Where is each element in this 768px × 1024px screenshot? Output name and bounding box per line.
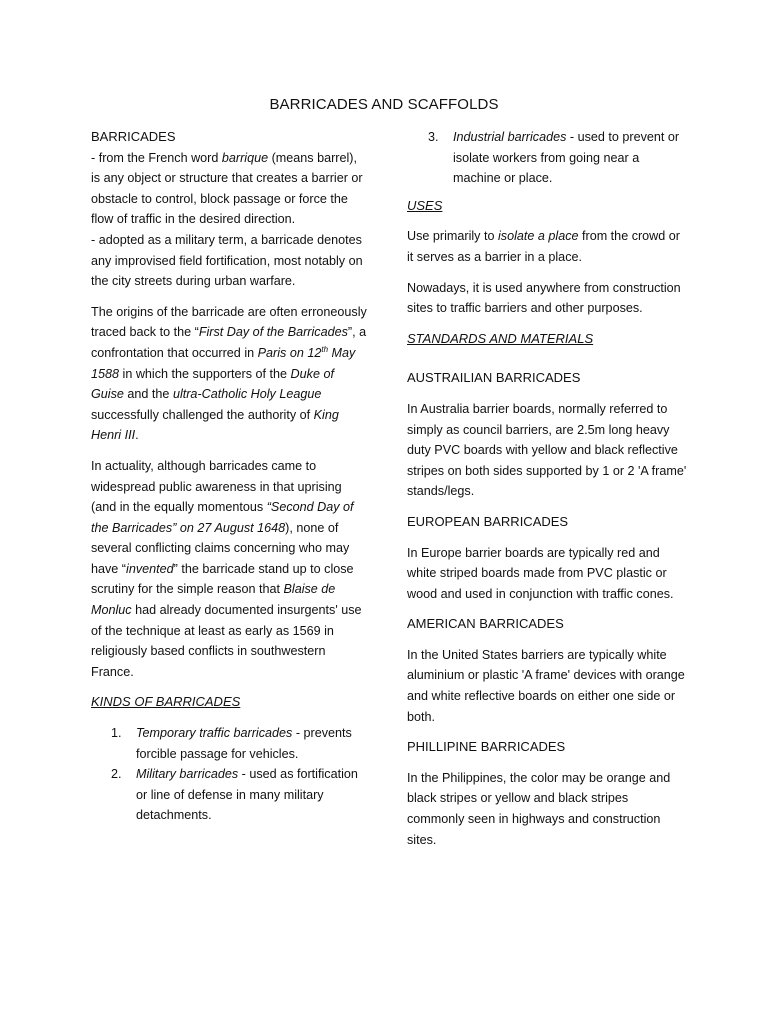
origins-text: and the [123,387,173,402]
king-henri: King Henri III [91,407,339,443]
uses-paragraph [407,226,687,267]
kind-name: Temporary traffic barricades [136,726,293,741]
military-definition: - adopted as a military term, a barricade denotes any improvised field fortification, most notably on the city streets during urban warfare. [91,232,363,289]
right-column [407,127,687,850]
isolate-term: isolate a place [497,229,579,244]
definition-text-cont: (means barrel), is any object or structure that creates a barrier or obstacle to control, block passage or force the flow of traffic in the desired direction. [91,150,363,227]
date-suffix: th [321,344,329,354]
actuality-paragraph [91,456,367,683]
kinds-heading: KINDS OF BARRICADES [91,694,241,710]
list-item [91,764,367,826]
first-day-term: First Day of the Barricades [198,325,348,340]
origins-text: ”, a confrontation that occurred in [91,325,367,360]
barricades-heading: BARRICADES [91,129,176,144]
second-day-term: “Second Day of the Barricades” on 27 August 1648 [91,500,354,535]
list-item [407,127,687,189]
definition-paragraph [91,148,367,230]
duke-of-guise: Duke of Guise [91,366,334,402]
origins-text: . [135,428,139,443]
american-heading: AMERICAN BARRICADES [407,616,564,632]
invented-term: invented [126,561,174,576]
blaise-de-monluc: Blaise de Monluc [91,582,336,618]
kinds-list-continued [407,127,687,189]
list-item [91,723,367,764]
list-number: 3. [428,130,439,144]
kind-description: - prevents forcible passage for vehicles. [136,726,352,761]
kinds-list [91,723,367,826]
kind-name: Industrial barricades [453,130,567,144]
origins-text: The origins of the barricade are often erroneously traced back to the “ [91,304,367,340]
australian-text: In Australia barrier boards, normally referred to simply as council barriers, are 2.5m long heavy duty PVC boards with yellow and black reflective stripes on both sides supported by 1 or 2 'A frame' stands/legs. [407,401,687,499]
nowadays-paragraph: Nowadays, it is used anywhere from construction sites to traffic barriers and other purposes. [407,280,681,316]
uses-text: from the crowd or it serves as a barrier in a place. [407,229,680,264]
paris-date-text: Paris on 12 [257,345,322,360]
left-column [91,127,367,826]
list-number: 1. [111,726,122,741]
philippine-heading: PHILLIPINE BARRICADES [407,739,566,755]
australian-heading: AUSTRAILIAN BARRICADES [407,370,581,386]
philippine-text: In the Philippines, the color may be orange and black stripes or yellow and black stripes commonly seen in highways and construction sites. [407,770,671,847]
definition-text: - from the French word [91,150,222,165]
american-text: In the United States barriers are typically white aluminium or plastic 'A frame' devices with orange and white reflective boards on either one side or both. [407,647,685,724]
origins-paragraph [91,302,367,446]
actuality-text: ), none of several conflicting claims concerning who may have “ [91,520,350,576]
kind-name: Military barricades [136,767,239,782]
european-text: In Europe barrier boards are typically red and white striped boards made from PVC plastic or wood and used in conjunction with traffic cones. [407,545,674,601]
origins-text: successfully challenged the authority of [91,407,314,422]
actuality-text: had already documented insurgents' use of the technique at least as early as 1569 in religiously based conflicts in southwestern France. [91,603,362,679]
barrique-term: barrique [221,150,269,165]
european-heading: EUROPEAN BARRICADES [407,513,569,529]
origins-text: in which the supporters of the [119,366,291,381]
uses-heading: USES [407,197,443,213]
kind-description: - used as fortification or line of defense in many military detachments. [136,767,358,823]
kind-description: - used to prevent or isolate workers from going near a machine or place. [453,130,680,186]
list-number: 2. [111,767,122,782]
uses-text: Use primarily to [407,229,498,244]
actuality-text: In actuality, although barricades came to widespread public awareness in that uprising (and in the equally momentous [91,458,342,515]
holy-league: ultra-Catholic Holy League [172,387,322,402]
paris-date-year: May 1588 [91,345,356,381]
page-title: BARRICADES AND SCAFFOLDS [269,96,499,113]
actuality-text: ” the barricade stand up to close scrutiny for the simple reason that [91,561,354,597]
standards-heading: STANDARDS AND MATERIALS [407,330,594,346]
